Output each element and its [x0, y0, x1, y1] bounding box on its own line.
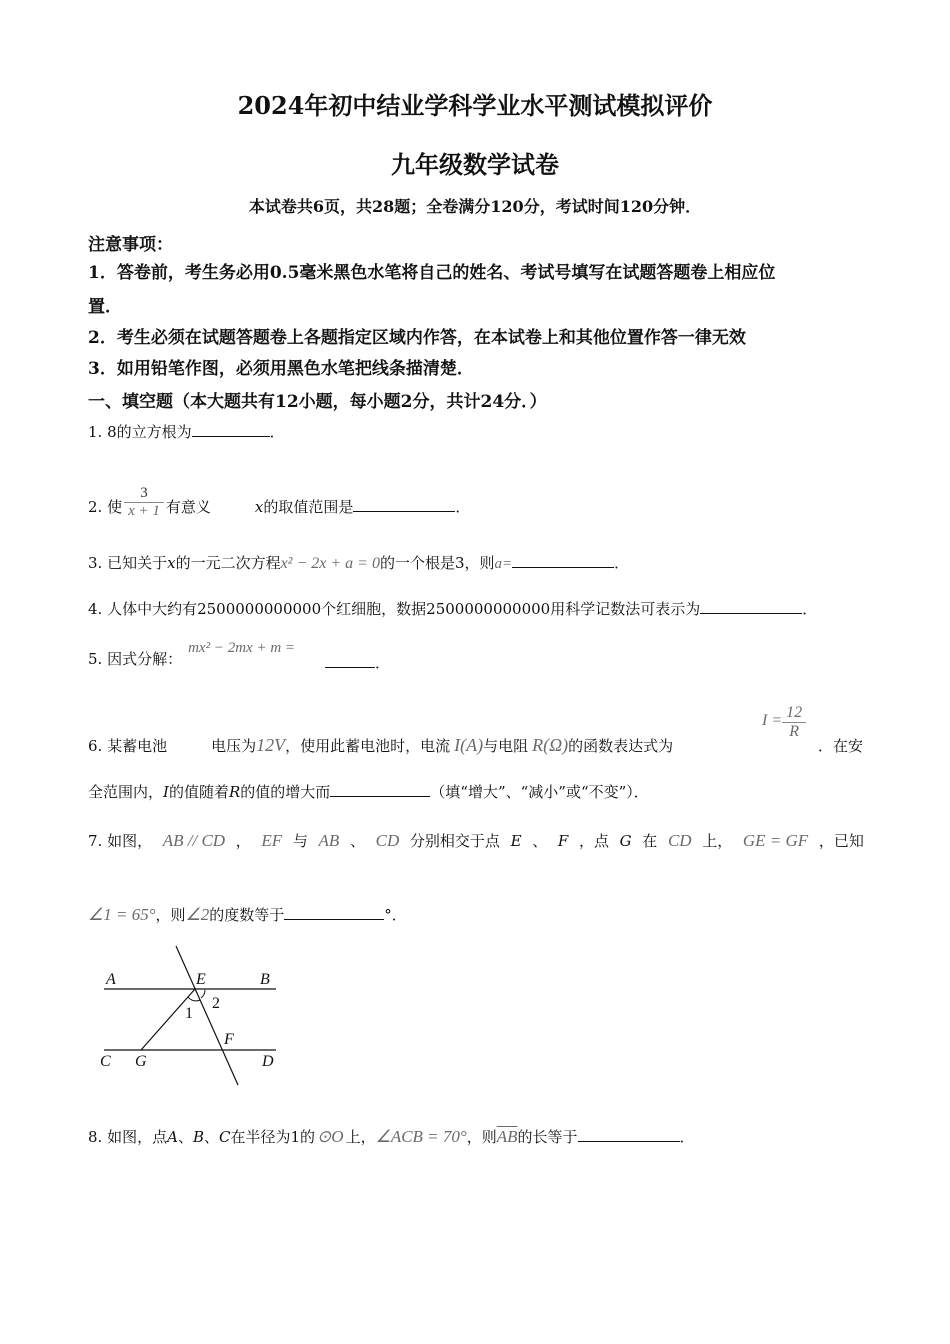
question-5: 5. 因式分解：mx² − 2mx + m = — [88, 640, 296, 668]
label-angle-1: 1 — [185, 1005, 193, 1022]
label-angle-2: 2 — [212, 995, 220, 1012]
answer-blank[interactable] — [330, 782, 430, 797]
question-8: 8. 如图，点A、B、C在半径为1的 ⊙O 上，∠ACB = 70°，则$\overline{AB}$的长等于 ． — [88, 1127, 695, 1146]
exam-title: 2024年初中结业学科学业水平测试模拟评价 — [237, 91, 713, 120]
question-6-line-2: 全范围内，I的值随着R的值的增大而 （填“增大”、“减小”或“不变”）． — [88, 783, 649, 801]
question-3: 3. 已知关于x的一元二次方程x² − 2x + a = 0的一个根是3，则a= ． — [88, 554, 630, 572]
factor-expression: mx² − 2mx + m = — [188, 640, 296, 656]
exam-info: 本试卷共6页，共28题；全卷满分120分，考试时间120分钟． — [248, 197, 702, 216]
question-5-answer: ． — [325, 652, 390, 673]
current-formula: I = $\frac{12}{R}$ — [762, 704, 806, 741]
label-e: E — [196, 971, 206, 988]
arc-ab: $\overline{AB}$ — [496, 1127, 518, 1146]
section-1-heading: 一、填空题（本大题共有12小题，每小题2分，共计24分．） — [88, 392, 547, 412]
answer-blank[interactable] — [512, 553, 614, 568]
answer-blank[interactable] — [700, 599, 802, 614]
answer-blank[interactable] — [284, 905, 384, 920]
angle-1-arc — [188, 997, 200, 1001]
question-7: 7. 如图， AB // CD ， EF 与 AB 、 CD 分别相交于点 E 、 F ，点 G 在 CD 上， GE = GF ，已知 — [88, 831, 864, 850]
note-item-1-cont: 置． — [88, 297, 122, 317]
label-f: F — [224, 1031, 234, 1048]
quadratic-equation: x² − 2x + a = 0 — [280, 555, 380, 572]
label-b: B — [260, 971, 270, 988]
label-g: G — [135, 1053, 147, 1070]
note-item-2: 2．考生必须在试题答题卷上各题指定区域内作答，在本试卷上和其他位置作答一律无效 — [88, 328, 746, 348]
answer-blank[interactable] — [578, 1127, 680, 1142]
note-item-3: 3．如用铅笔作图，必须用黑色水笔把线条描清楚． — [88, 359, 474, 379]
exam-subtitle: 九年级数学试卷 — [391, 150, 559, 179]
answer-blank[interactable] — [192, 422, 270, 437]
figure-7-diagram — [90, 940, 300, 1090]
question-4: 4. 人体中大约有2500000000000个红细胞，数据2500000000000用科学记数法可表示为 ． — [88, 600, 818, 618]
question-6: 6. 某蓄电池 电压为12V，使用此蓄电池时，电流 I(A)与电阻 R(Ω)的函数表达式为 — [88, 735, 674, 755]
question-7-line-2: ∠1 = 65°，则∠2的度数等于 °． — [88, 905, 407, 924]
answer-blank[interactable] — [325, 653, 375, 668]
notes-heading: 注意事项： — [88, 235, 173, 255]
question-2: 2. 使 $\frac{3}{x + 1}$ 有意义 x的取值范围是 ． — [88, 484, 471, 519]
question-6-suffix: ．在安 — [818, 737, 864, 755]
label-c: C — [100, 1053, 111, 1070]
fraction-3-over-x-plus-1: $\frac{3}{x + 1}$ — [124, 485, 164, 520]
label-a: A — [106, 971, 116, 988]
answer-blank[interactable] — [353, 497, 455, 512]
label-d: D — [262, 1053, 274, 1070]
note-item-1: 1．答卷前，考生务必用0.5毫米黑色水笔将自己的姓名、考试号填写在试题答题卷上相应位 — [88, 263, 776, 283]
angle-2-arc — [201, 990, 205, 998]
question-1: 1. 8的立方根为 ． — [88, 423, 285, 441]
